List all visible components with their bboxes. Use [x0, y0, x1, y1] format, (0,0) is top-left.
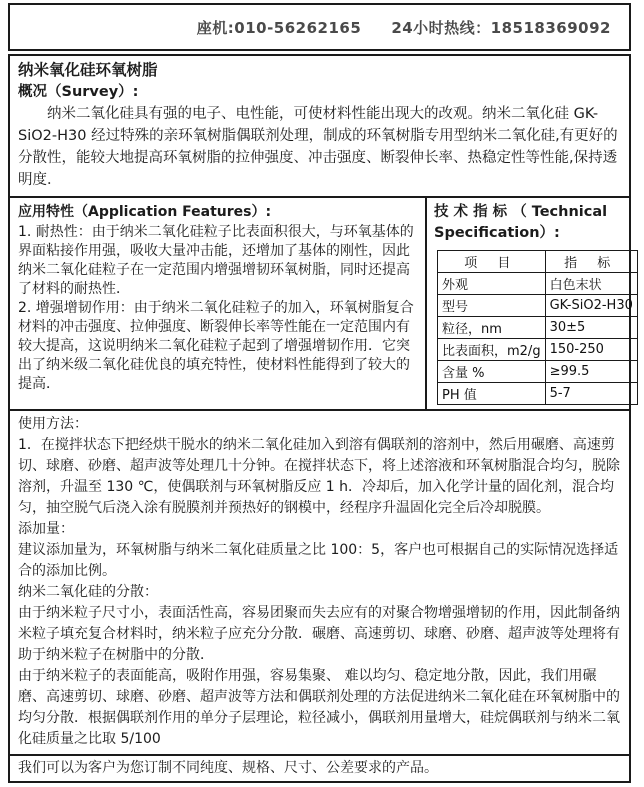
- spec-row-particle-size: [438, 317, 638, 339]
- features-heading: 应用特性（Application Features）:: [18, 204, 272, 220]
- customization-note: 我们可以为客户为您订制不同纯度、规格、尺寸、公差要求的产品。: [18, 760, 438, 776]
- application-features-column: [10, 198, 427, 409]
- spec-col-header-item: 项 目: [438, 251, 546, 273]
- contact-header: [8, 3, 631, 51]
- spec-item-label: 含量 %: [438, 361, 546, 383]
- spec-item-label: PH 值: [438, 383, 546, 405]
- spec-row-ph: [438, 383, 638, 405]
- spec-item-value: 30±5: [545, 317, 637, 339]
- spec-item-label: 粒径，nm: [438, 317, 546, 339]
- spec-heading: 技 术 指 标 （ Technical Specification）:: [434, 204, 608, 241]
- spec-item-label: 型号: [438, 295, 546, 317]
- spec-row-model: [438, 295, 638, 317]
- spec-row-surface-area: [438, 339, 638, 361]
- spec-item-value: 5-7: [545, 383, 637, 405]
- spec-col-header-value: 指 标: [545, 251, 637, 273]
- dispersion-heading: 纳米二氧化硅的分散：: [18, 584, 158, 600]
- usage-section: [10, 411, 629, 756]
- dispersion-body-2: 由于纳米粒子的表面能高，吸附作用强，容易集聚、 难以均匀、稳定地分散，因此，我们用碾磨、高速剪切、球磨、砂磨、超声波等方法和偶联剂处理的方法促进纳米二氧化硅在环氧树脂中的均匀分散．根据偶联剂作用的单分子层理论，粒径减小，偶联剂用量增大，硅烷偶联剂与纳米二氧化硅质量之比取 5/100: [18, 668, 620, 747]
- usage-heading: 使用方法：: [18, 416, 88, 432]
- technical-spec-column: [427, 198, 643, 409]
- main-content-frame: [8, 54, 631, 783]
- survey-body: 纳米二氧化硅具有强的电子、电性能，可使材料性能出现大的改观。纳米二氧化硅 GK-SiO2-H30 经过特殊的亲环氧树脂偶联剂处理，制成的环氧树脂专用型纳米二氧化硅,有更好的分散性，能较大地提高环氧树脂的拉伸强度、冲击强度、断裂伸长率、热稳定性等性能,保持透明度．: [18, 106, 618, 188]
- spec-row-appearance: [438, 273, 638, 295]
- feature-item-toughening: 2. 增强增韧作用：由于纳米二氧化硅粒子的加入，环氧树脂复合材料的冲击强度、拉伸强度、断裂伸长率等性能在一定范围内有较大提高，这说明纳米二氧化硅粒子起到了增强增韧作用．它突出了纳米级二氧化硅优良的填充特性，使材料性能得到了较大的提高．: [18, 300, 414, 392]
- customization-note-section: [10, 756, 629, 781]
- hotline-number: 24小时热线：18518369092: [391, 18, 611, 37]
- feature-item-heat-resistance: 1. 耐热性：由于纳米二氧化硅粒子比表面积很大，与环氧基体的界面粘接作用强，吸收大量冲击能，还增加了基体的刚性，因此纳米二氧化硅粒子在一定范围内增强增韧环氧树脂，同时还提高了材料的耐热性．: [18, 224, 414, 297]
- dosage-heading: 添加量：: [18, 521, 74, 537]
- spec-table: [437, 250, 638, 405]
- features-spec-section: [10, 198, 633, 411]
- overview-section: [10, 56, 629, 198]
- dispersion-body-1: 由于纳米粒子尺寸小，表面活性高，容易团聚而失去应有的对聚合物增强增韧的作用，因此制备纳米粒子填充复合材料时，纳米粒子应充分分散．碾磨、高速剪切、球磨、砂磨、超声波等处理将有助于纳米粒子在树脂中的分散．: [18, 605, 620, 663]
- spec-table-header-row: [438, 251, 638, 273]
- phone-number: 座机:010-56262165: [196, 18, 362, 37]
- spec-item-value: ≥99.5: [545, 361, 637, 383]
- spec-item-label: 比表面积，m2/g: [438, 339, 546, 361]
- spec-item-value: GK-SiO2-H30: [545, 295, 637, 317]
- page-title: 纳米氧化硅环氧树脂: [18, 61, 158, 79]
- survey-heading: 概况（Survey）:: [18, 84, 139, 100]
- spec-item-label: 外观: [438, 273, 546, 295]
- dosage-body: 建议添加量为，环氧树脂与纳米二氧化硅质量之比 100：5，客户也可根据自己的实际情况选择适合的添加比例。: [18, 542, 619, 579]
- spec-row-content: [438, 361, 638, 383]
- spec-item-value: 150-250: [545, 339, 637, 361]
- spec-item-value: 白色末状: [545, 273, 637, 295]
- usage-step1: 1．在搅拌状态下把经烘干脱水的纳米二氧化硅加入到溶有偶联剂的溶剂中，然后用碾磨、高速剪切、球磨、砂磨、超声波等处理几十分钟。在搅拌状态下，将上述溶液和环氧树脂混合均匀，脱除溶剂，升温至 130 ℃，使偶联剂与环氧树脂反应 1 h．冷却后，加入化学计量的固化剂，混合均匀，抽空脱气后浇入涂有脱膜剂并预热好的钢模中，经程序升温固化完全后冷却脱膜。: [18, 437, 620, 516]
